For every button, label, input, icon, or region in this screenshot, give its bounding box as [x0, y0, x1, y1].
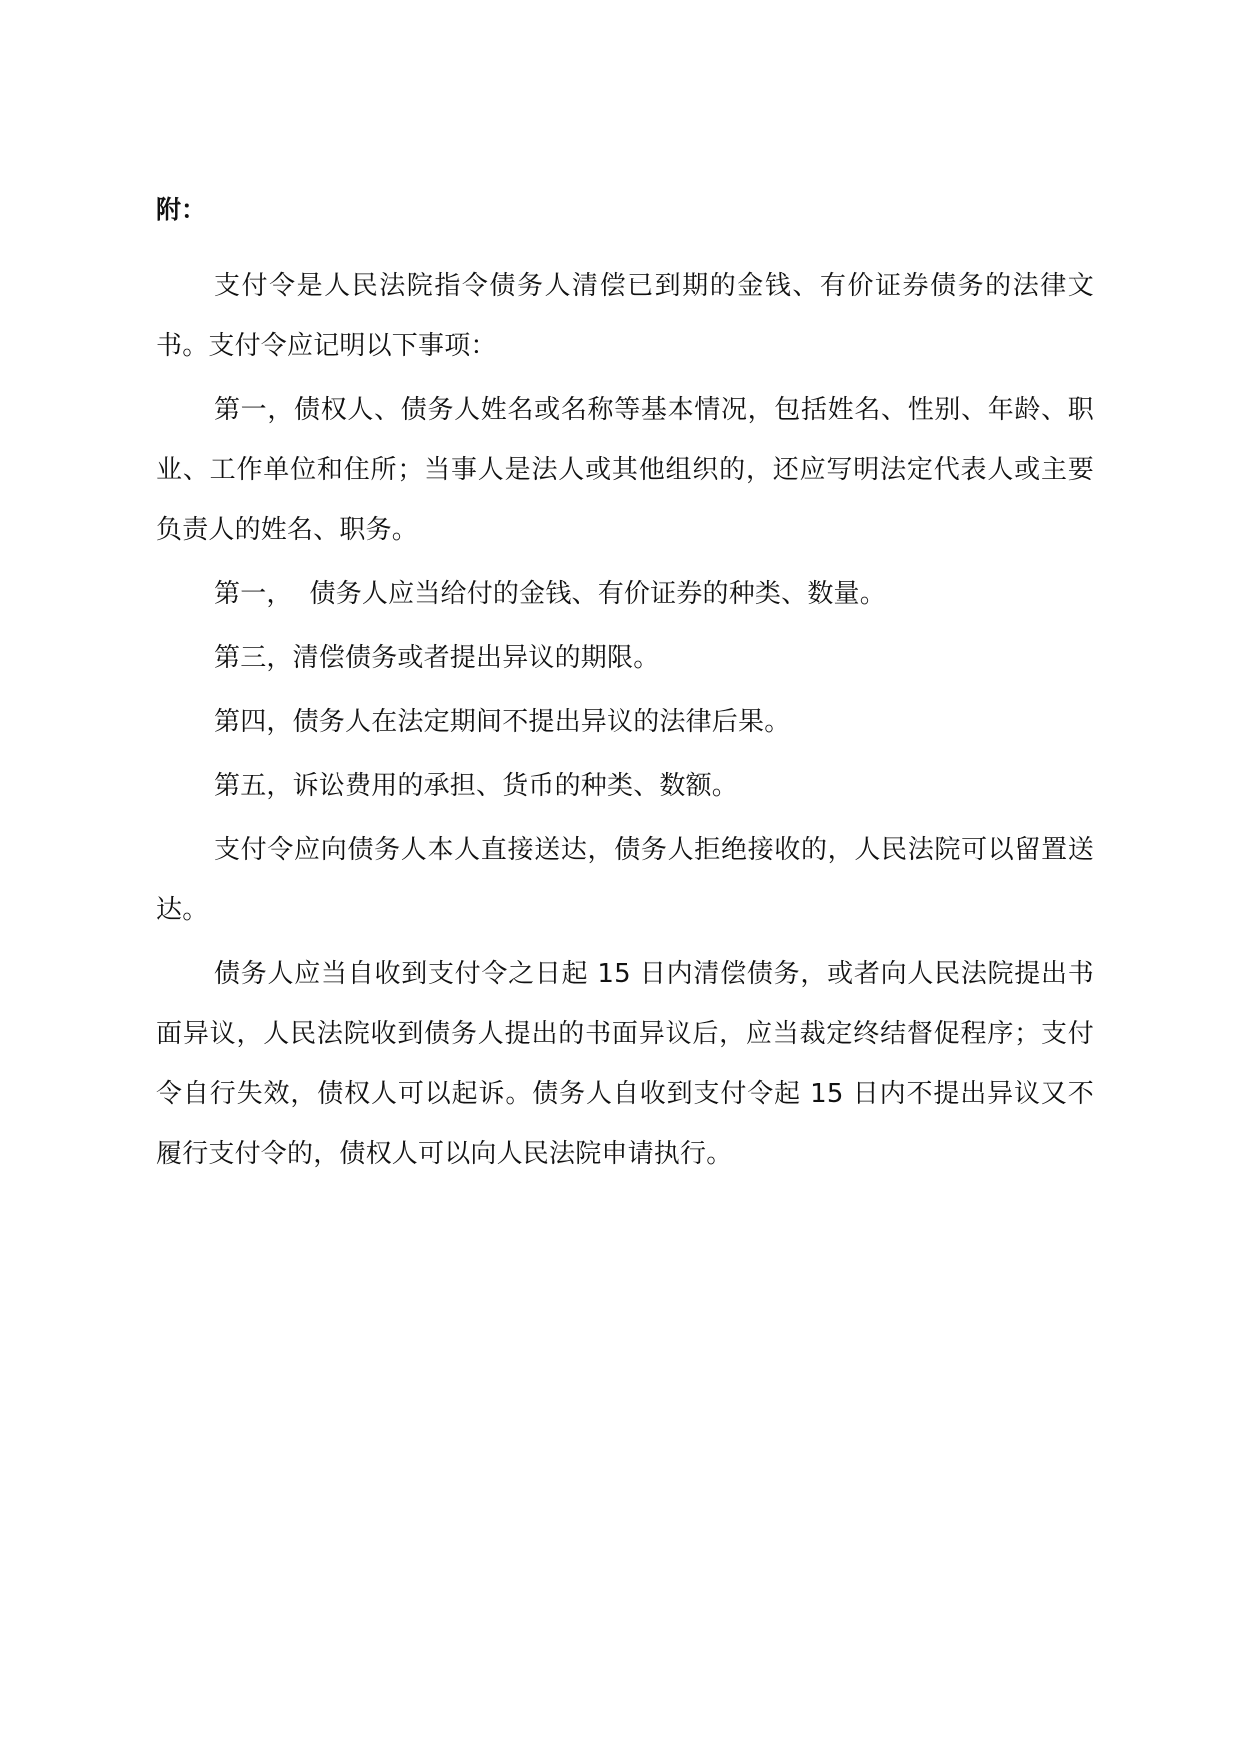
attachment-heading: 附：: [156, 195, 207, 224]
paragraph-item-consequence: 第四，债务人在法定期间不提出异议的法律后果。: [214, 707, 791, 737]
paragraph-item-costs: 第五，诉讼费用的承担、货币的种类、数额。: [214, 771, 739, 801]
paragraph-item-party-info: 第一，债权人、债务人姓名或名称等基本情况，包括姓名、性别、年龄、职业、工作单位和住所；当事人是法人或其他组织的，还应写明法定代表人或主要负责人的姓名、职务。: [156, 395, 1094, 545]
paragraph-definition: 支付令是人民法院指令债务人清偿已到期的金钱、有价证券债务的法律文书。支付令应记明以下事项：: [156, 271, 1094, 361]
document-page: [156, 190, 1094, 1188]
paragraph-objection-period: 债务人应当自收到支付令之日起 15 日内清偿债务，或者向人民法院提出书面异议，人民法院收到债务人提出的书面异议后，应当裁定终结督促程序；支付令自行失效，债权人可以起诉。债务人自收到支付令起 15 日内不提出异议又不履行支付令的，债权人可以向人民法院申请执行。: [156, 959, 1094, 1169]
paragraph-item-deadline: 第三，清偿债务或者提出异议的期限。: [214, 643, 660, 673]
paragraph-item-payment: 第一， 债务人应当给付的金钱、有价证券的种类、数量。: [214, 579, 886, 609]
paragraph-service: 支付令应向债务人本人直接送达，债务人拒绝接收的，人民法院可以留置送达。: [156, 835, 1094, 925]
